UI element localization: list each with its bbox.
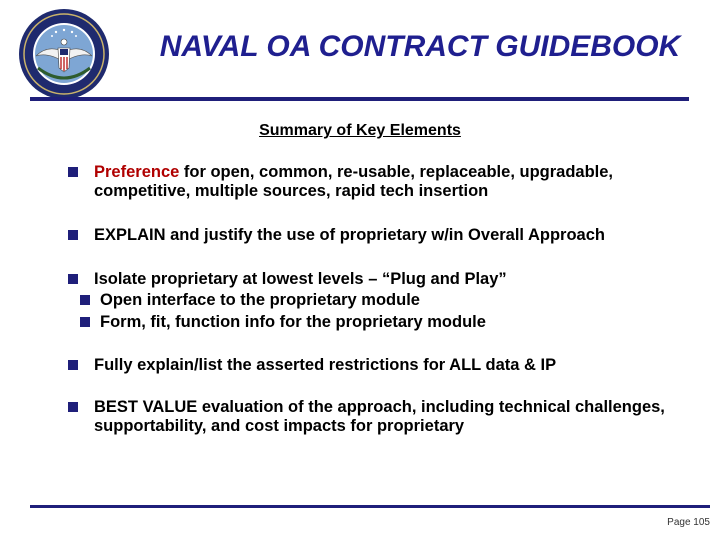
page-number: Page 105 bbox=[667, 517, 710, 528]
header-divider bbox=[30, 97, 689, 101]
bullet-marker-icon bbox=[80, 295, 90, 305]
bullet-item bbox=[66, 356, 706, 375]
page-title: NAVAL OA CONTRACT GUIDEBOOK bbox=[159, 30, 681, 63]
sub-bullet-text: Form, fit, function info for the proprietary module bbox=[100, 313, 486, 331]
bullet-marker-icon bbox=[68, 402, 78, 412]
bullet-marker-icon bbox=[68, 167, 78, 177]
bullet-marker-icon bbox=[68, 360, 78, 370]
bullet-text: Fully explain/list the asserted restrictions for ALL data & IP bbox=[94, 356, 557, 374]
sub-bullet-item bbox=[66, 311, 706, 333]
bullet-item bbox=[66, 226, 706, 245]
bullet-marker-icon bbox=[68, 274, 78, 284]
bullet-item bbox=[66, 270, 706, 289]
bullet-text: for open, common, re-usable, replaceable, upgradable, competitive, multiple sources, rapid tech insertion bbox=[94, 163, 614, 200]
bullet-list bbox=[66, 163, 706, 436]
bullet-marker-icon bbox=[68, 230, 78, 240]
bullet-text: BEST VALUE evaluation of the approach, including technical challenges, supportability, and cost impacts for proprietary bbox=[94, 398, 665, 435]
sub-bullet-item bbox=[66, 289, 706, 311]
bullet-item bbox=[66, 398, 706, 436]
bullet-item bbox=[66, 163, 706, 201]
sub-bullet-text: Open interface to the proprietary module bbox=[100, 291, 420, 309]
highlighted-word: Preference bbox=[94, 163, 180, 181]
bullet-marker-icon bbox=[80, 317, 90, 327]
bullet-text: Isolate proprietary at lowest levels – “Plug and Play” bbox=[94, 270, 507, 288]
dod-seal-logo bbox=[18, 8, 110, 100]
bullet-text: EXPLAIN and justify the use of proprietary w/in Overall Approach bbox=[94, 226, 605, 244]
footer-divider bbox=[30, 505, 710, 508]
section-subtitle: Summary of Key Elements bbox=[259, 122, 461, 139]
